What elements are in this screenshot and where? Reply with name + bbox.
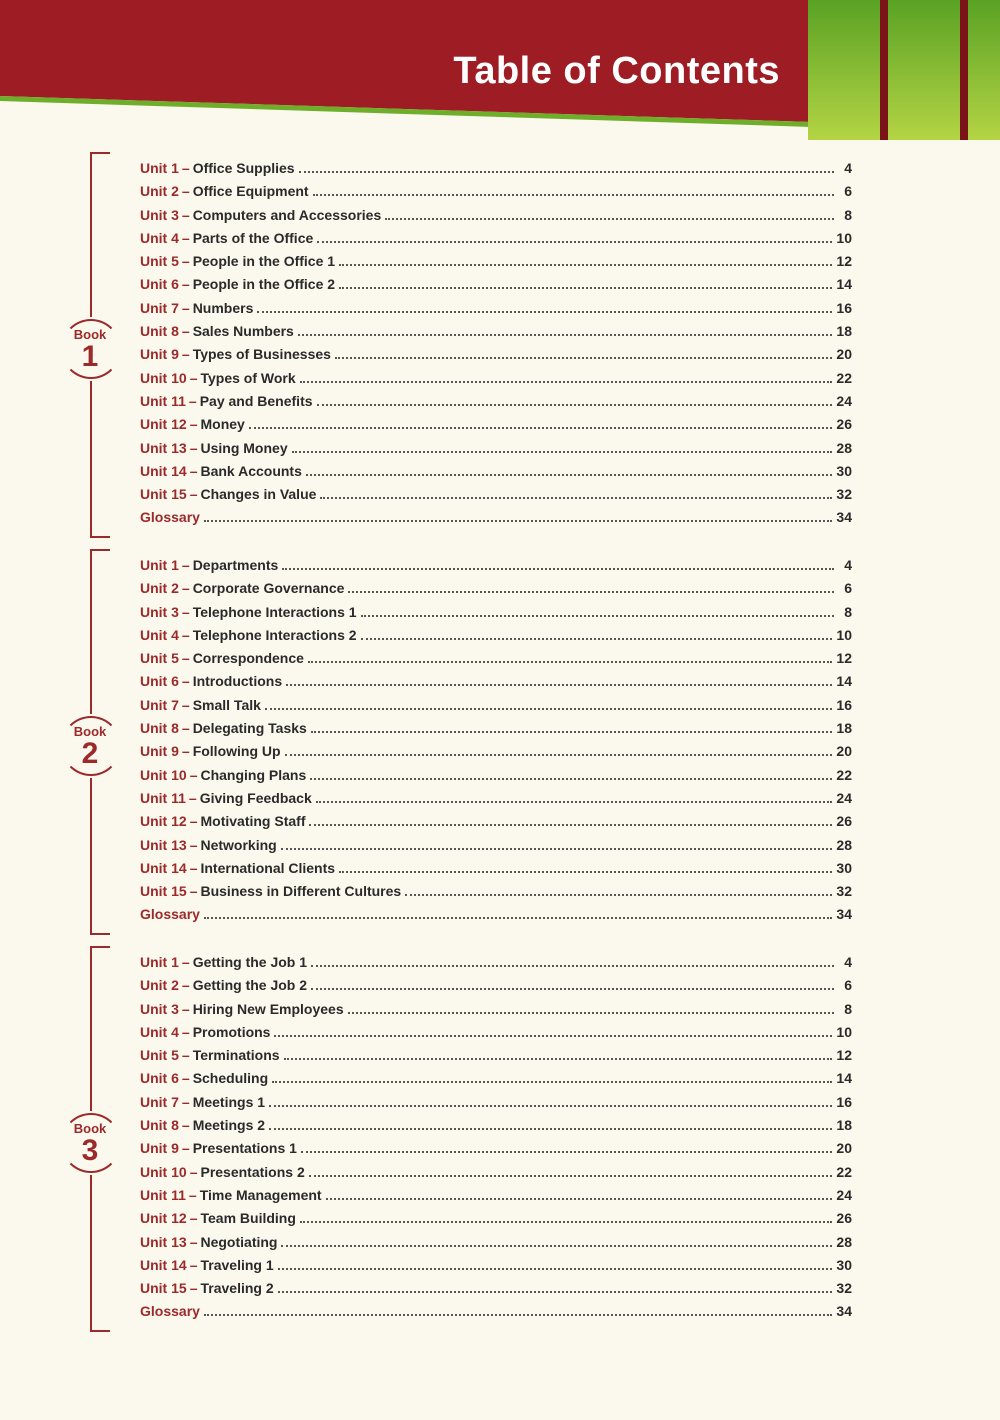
entry-title: Small Talk [192, 696, 261, 713]
badge-number: 3 [81, 1134, 99, 1167]
toc-entry[interactable] [140, 1234, 852, 1257]
entry-unit: Unit 13 [140, 836, 187, 853]
entry-title: Meetings 1 [192, 1093, 266, 1110]
entry-unit: Unit 2 [140, 580, 179, 597]
entry-title: Changes in Value [200, 486, 317, 503]
entry-title: People in the Office 2 [192, 276, 336, 293]
entry-separator: – [181, 673, 190, 690]
entry-separator: – [181, 1000, 190, 1017]
entry-separator: – [181, 954, 190, 970]
entry-separator: – [181, 580, 190, 597]
entry-page-number: 10 [836, 626, 852, 643]
entry-page-number: 6 [844, 580, 852, 597]
entry-title: Computers and Accessories [192, 206, 382, 223]
entry-page-number: 18 [836, 1117, 852, 1134]
entry-unit: Unit 3 [140, 1000, 179, 1017]
toc-entry[interactable] [140, 743, 852, 766]
dot-leader [313, 184, 834, 196]
entry-title: Delegating Tasks [192, 720, 307, 737]
book-section-2 [0, 549, 1000, 939]
dot-leader [361, 605, 834, 617]
dot-leader [274, 1025, 832, 1037]
entry-unit: Unit 4 [140, 229, 179, 246]
entry-page-number: 16 [836, 299, 852, 316]
entry-title: Telephone Interactions 1 [192, 603, 357, 620]
entry-unit: Unit 13 [140, 439, 187, 456]
entry-title: Hiring New Employees [192, 1000, 344, 1017]
dot-leader [311, 978, 834, 990]
entry-page-number: 26 [836, 813, 852, 830]
entry-unit: Unit 11 [140, 1186, 186, 1203]
toc-entry[interactable] [140, 790, 852, 813]
badge-label: Book [73, 327, 107, 342]
entry-unit: Unit 11 [140, 789, 186, 806]
dot-leader [385, 208, 834, 220]
entry-page-number: 6 [844, 977, 852, 994]
entry-unit: Unit 12 [140, 813, 187, 830]
entry-unit: Unit 1 [140, 557, 179, 573]
entry-title: Meetings 2 [192, 1117, 266, 1134]
entry-page-number: 24 [836, 392, 852, 409]
entry-separator: – [181, 557, 190, 573]
entry-title: Correspondence [192, 650, 304, 667]
entry-page-number: 18 [836, 720, 852, 737]
dot-leader [278, 1258, 833, 1270]
dot-leader [309, 1165, 833, 1177]
entry-unit: Unit 15 [140, 883, 187, 900]
entry-separator: – [181, 743, 190, 760]
entry-page-number: 20 [836, 346, 852, 363]
entry-separator: – [189, 1256, 198, 1273]
dot-leader [348, 1002, 834, 1014]
badge-number: 1 [81, 340, 99, 373]
entry-page-number: 20 [836, 1140, 852, 1157]
toc-entry[interactable] [140, 906, 852, 929]
entry-page-number: 28 [836, 1233, 852, 1250]
entry-unit: Unit 7 [140, 299, 179, 316]
dot-leader [311, 955, 834, 967]
toc-entry[interactable] [140, 1187, 852, 1210]
dot-leader [320, 487, 832, 499]
entry-page-number: 32 [836, 883, 852, 900]
book-badge [58, 1111, 122, 1175]
entry-separator: – [181, 603, 190, 620]
toc-entry[interactable] [140, 463, 852, 486]
dot-leader [317, 231, 832, 243]
entry-unit: Unit 2 [140, 183, 179, 200]
entry-title: Numbers [192, 299, 254, 316]
entry-unit: Unit 8 [140, 720, 179, 737]
toc-entry[interactable] [140, 1001, 852, 1024]
entry-title: Time Management [199, 1186, 322, 1203]
dot-leader [269, 1095, 832, 1107]
entry-separator: – [188, 392, 197, 409]
dot-leader [299, 161, 834, 173]
entry-unit: Unit 9 [140, 743, 179, 760]
entry-unit: Unit 7 [140, 696, 179, 713]
dot-leader [405, 884, 832, 896]
entry-separator: – [189, 369, 198, 386]
entry-page-number: 14 [836, 673, 852, 690]
toc-entry[interactable] [140, 604, 852, 627]
entry-title: People in the Office 1 [192, 253, 336, 270]
entry-page-number: 32 [836, 486, 852, 503]
entry-unit: Unit 13 [140, 1233, 187, 1250]
toc-entry[interactable] [140, 1094, 852, 1117]
entry-page-number: 4 [844, 557, 852, 573]
entry-page-number: 22 [836, 766, 852, 783]
entry-unit: Unit 14 [140, 1256, 187, 1273]
entry-unit: Unit 3 [140, 603, 179, 620]
dot-leader [309, 814, 832, 826]
entry-separator: – [181, 206, 190, 223]
entry-unit: Unit 1 [140, 954, 179, 970]
entry-separator: – [189, 439, 198, 456]
entry-title: Corporate Governance [192, 580, 345, 597]
entry-unit: Unit 9 [140, 1140, 179, 1157]
toc-entry[interactable] [140, 1047, 852, 1070]
toc-entry[interactable] [140, 486, 852, 509]
dot-leader [339, 861, 832, 873]
entry-separator: – [181, 299, 190, 316]
book-section-3 [0, 946, 1000, 1336]
entry-page-number: 22 [836, 369, 852, 386]
dot-leader [292, 441, 833, 453]
dot-leader [308, 651, 832, 663]
toc-entry[interactable] [140, 697, 852, 720]
entry-separator: – [189, 883, 198, 900]
entry-unit: Unit 4 [140, 626, 179, 643]
entry-page-number: 6 [844, 183, 852, 200]
entry-separator: – [181, 1047, 190, 1064]
entry-unit: Unit 2 [140, 977, 179, 994]
entry-separator: – [181, 160, 190, 176]
toc-list [140, 954, 852, 1327]
entry-title: Bank Accounts [200, 462, 302, 479]
dot-leader [301, 1141, 832, 1153]
dot-leader [348, 581, 834, 593]
entry-unit: Glossary [140, 1303, 200, 1320]
entry-separator: – [189, 462, 198, 479]
entry-unit: Unit 10 [140, 1163, 187, 1180]
toc-entry[interactable] [140, 580, 852, 603]
entry-separator: – [189, 486, 198, 503]
dot-leader [286, 674, 832, 686]
dot-leader [310, 768, 832, 780]
entry-page-number: 14 [836, 276, 852, 293]
toc-entry[interactable] [140, 183, 852, 206]
entry-page-number: 34 [836, 906, 852, 923]
entry-unit: Unit 10 [140, 369, 187, 386]
toc-entry[interactable] [140, 860, 852, 883]
dot-leader [249, 417, 833, 429]
entry-title: Getting the Job 1 [192, 954, 308, 970]
entry-unit: Unit 15 [140, 486, 187, 503]
entry-title: Terminations [192, 1047, 280, 1064]
entry-unit: Unit 3 [140, 206, 179, 223]
entry-unit: Unit 12 [140, 1210, 187, 1227]
entry-title: Telephone Interactions 2 [192, 626, 357, 643]
toc-entry[interactable] [140, 720, 852, 743]
entry-separator: – [181, 1117, 190, 1134]
toc-entry[interactable] [140, 883, 852, 906]
toc-entry[interactable] [140, 627, 852, 650]
entry-page-number: 24 [836, 789, 852, 806]
entry-title: Negotiating [200, 1233, 278, 1250]
entry-unit: Unit 6 [140, 1070, 179, 1087]
entry-page-number: 28 [836, 439, 852, 456]
toc-entry[interactable] [140, 323, 852, 346]
entry-separator: – [188, 1186, 197, 1203]
entry-page-number: 24 [836, 1186, 852, 1203]
entry-unit: Unit 6 [140, 673, 179, 690]
dot-leader [272, 1071, 832, 1083]
entry-page-number: 16 [836, 696, 852, 713]
dot-leader [339, 254, 832, 266]
entry-page-number: 8 [844, 603, 852, 620]
entry-title: Using Money [200, 439, 288, 456]
entry-page-number: 12 [836, 1047, 852, 1064]
entry-separator: – [181, 183, 190, 200]
entry-unit: Unit 5 [140, 1047, 179, 1064]
entry-title: Office Supplies [192, 160, 295, 176]
toc-entry[interactable] [140, 837, 852, 860]
dot-leader [282, 558, 834, 570]
entry-separator: – [181, 626, 190, 643]
entry-unit: Unit 8 [140, 323, 179, 340]
entry-separator: – [189, 813, 198, 830]
entry-title: Types of Work [200, 369, 296, 386]
toc-entry[interactable] [140, 416, 852, 439]
entry-page-number: 14 [836, 1070, 852, 1087]
toc-entry[interactable] [140, 1257, 852, 1280]
entry-separator: – [181, 1070, 190, 1087]
entry-separator: – [181, 323, 190, 340]
entry-separator: – [181, 1140, 190, 1157]
toc-entry[interactable] [140, 673, 852, 696]
entry-title: Sales Numbers [192, 323, 294, 340]
entry-title: Pay and Benefits [199, 392, 313, 409]
entry-title: Office Equipment [192, 183, 309, 200]
dot-leader [326, 1188, 833, 1200]
dot-leader [204, 510, 832, 522]
entry-separator: – [189, 1280, 198, 1297]
entry-separator: – [181, 696, 190, 713]
toc-list [140, 160, 852, 533]
entry-page-number: 16 [836, 1093, 852, 1110]
toc-entry[interactable] [140, 1117, 852, 1140]
dot-leader [361, 628, 833, 640]
toc-entry[interactable] [140, 1210, 852, 1233]
entry-page-number: 30 [836, 1256, 852, 1273]
entry-unit: Glossary [140, 906, 200, 923]
entry-unit: Unit 11 [140, 392, 186, 409]
entry-page-number: 12 [836, 253, 852, 270]
entry-unit: Glossary [140, 509, 200, 526]
entry-separator: – [188, 789, 197, 806]
toc-entry[interactable] [140, 650, 852, 673]
entry-unit: Unit 12 [140, 416, 187, 433]
dot-leader [285, 744, 833, 756]
entry-title: Parts of the Office [192, 229, 314, 246]
entry-page-number: 30 [836, 859, 852, 876]
entry-page-number: 32 [836, 1280, 852, 1297]
toc-entry[interactable] [140, 393, 852, 416]
dot-leader [281, 1235, 832, 1247]
entry-page-number: 26 [836, 416, 852, 433]
badge-number: 2 [81, 737, 99, 770]
entry-unit: Unit 10 [140, 766, 187, 783]
entry-unit: Unit 7 [140, 1093, 179, 1110]
entry-separator: – [181, 650, 190, 667]
entry-unit: Unit 6 [140, 276, 179, 293]
dot-leader [284, 1048, 833, 1060]
entry-separator: – [189, 766, 198, 783]
entry-page-number: 10 [836, 229, 852, 246]
entry-page-number: 26 [836, 1210, 852, 1227]
entry-page-number: 4 [844, 160, 852, 176]
toc-entry[interactable] [140, 1070, 852, 1093]
toc-entry[interactable] [140, 1164, 852, 1187]
entry-title: Business in Different Cultures [200, 883, 402, 900]
toc-entry[interactable] [140, 440, 852, 463]
entry-separator: – [189, 859, 198, 876]
dot-leader [339, 277, 832, 289]
entry-unit: Unit 15 [140, 1280, 187, 1297]
entry-page-number: 30 [836, 462, 852, 479]
toc-entry[interactable] [140, 767, 852, 790]
toc-entry[interactable] [140, 1303, 852, 1326]
entry-separator: – [181, 276, 190, 293]
book-badge [58, 317, 122, 381]
dot-leader [300, 371, 833, 383]
toc-entry[interactable] [140, 370, 852, 393]
entry-separator: – [181, 346, 190, 363]
entry-title: Networking [200, 836, 277, 853]
toc-entry[interactable] [140, 954, 852, 977]
toc-entry[interactable] [140, 813, 852, 836]
entry-page-number: 8 [844, 206, 852, 223]
dot-leader [317, 394, 833, 406]
entry-unit: Unit 14 [140, 859, 187, 876]
toc-entry[interactable] [140, 1024, 852, 1047]
dot-leader [269, 1118, 832, 1130]
entry-title: International Clients [200, 859, 336, 876]
toc-entry[interactable] [140, 253, 852, 276]
toc-list [140, 557, 852, 930]
entry-page-number: 10 [836, 1023, 852, 1040]
dot-leader [298, 324, 833, 336]
dot-leader [204, 1304, 832, 1316]
entry-unit: Unit 4 [140, 1023, 179, 1040]
toc-entry[interactable] [140, 230, 852, 253]
entry-title: Scheduling [192, 1070, 269, 1087]
dot-leader [300, 1211, 833, 1223]
entry-separator: – [181, 720, 190, 737]
toc-entry[interactable] [140, 160, 852, 183]
book-section-1 [0, 152, 1000, 542]
entry-page-number: 4 [844, 954, 852, 970]
entry-unit: Unit 1 [140, 160, 179, 176]
entry-title: Promotions [192, 1023, 271, 1040]
dot-leader [257, 301, 832, 313]
entry-separator: – [181, 977, 190, 994]
entry-separator: – [181, 229, 190, 246]
entry-unit: Unit 8 [140, 1117, 179, 1134]
entry-title: Presentations 2 [200, 1163, 305, 1180]
entry-separator: – [181, 1093, 190, 1110]
dot-leader [281, 838, 833, 850]
entry-title: Traveling 1 [200, 1256, 274, 1273]
entry-unit: Unit 14 [140, 462, 187, 479]
entry-title: Traveling 2 [200, 1280, 274, 1297]
header-banner [0, 0, 1000, 150]
toc-entry[interactable] [140, 276, 852, 299]
entry-page-number: 18 [836, 323, 852, 340]
badge-label: Book [73, 1121, 107, 1136]
entry-title: Changing Plans [200, 766, 307, 783]
entry-separator: – [189, 836, 198, 853]
toc-entry[interactable] [140, 1140, 852, 1163]
entry-page-number: 12 [836, 650, 852, 667]
toc-entry[interactable] [140, 300, 852, 323]
dot-leader [316, 791, 833, 803]
toc-entry[interactable] [140, 346, 852, 369]
dot-leader [335, 347, 832, 359]
entry-title: Presentations 1 [192, 1140, 297, 1157]
entry-page-number: 34 [836, 1303, 852, 1320]
entry-page-number: 34 [836, 509, 852, 526]
entry-separator: – [189, 1163, 198, 1180]
entry-title: Motivating Staff [200, 813, 306, 830]
toc-entry[interactable] [140, 207, 852, 230]
entry-title: Giving Feedback [199, 789, 312, 806]
dot-leader [265, 698, 833, 710]
dot-leader [204, 907, 832, 919]
entry-page-number: 28 [836, 836, 852, 853]
entry-title: Types of Businesses [192, 346, 331, 363]
entry-unit: Unit 5 [140, 650, 179, 667]
entry-title: Getting the Job 2 [192, 977, 308, 994]
entry-title: Money [200, 416, 245, 433]
toc-entry[interactable] [140, 509, 852, 532]
toc-entry[interactable] [140, 1280, 852, 1303]
entry-separator: – [181, 253, 190, 270]
entry-separator: – [189, 1210, 198, 1227]
entry-separator: – [189, 416, 198, 433]
dot-leader [278, 1281, 833, 1293]
toc-entry[interactable] [140, 557, 852, 580]
entry-separator: – [181, 1023, 190, 1040]
entry-unit: Unit 5 [140, 253, 179, 270]
entry-page-number: 22 [836, 1163, 852, 1180]
entry-separator: – [189, 1233, 198, 1250]
entry-title: Introductions [192, 673, 283, 690]
entry-page-number: 20 [836, 743, 852, 760]
entry-unit: Unit 9 [140, 346, 179, 363]
entry-title: Following Up [192, 743, 281, 760]
page-title: Table of Contents [453, 50, 780, 92]
entry-title: Team Building [200, 1210, 296, 1227]
entry-title: Departments [192, 557, 279, 573]
badge-label: Book [73, 724, 107, 739]
dot-leader [311, 721, 833, 733]
toc-entry[interactable] [140, 977, 852, 1000]
dot-leader [306, 464, 833, 476]
entry-page-number: 8 [844, 1000, 852, 1017]
book-badge [58, 714, 122, 778]
